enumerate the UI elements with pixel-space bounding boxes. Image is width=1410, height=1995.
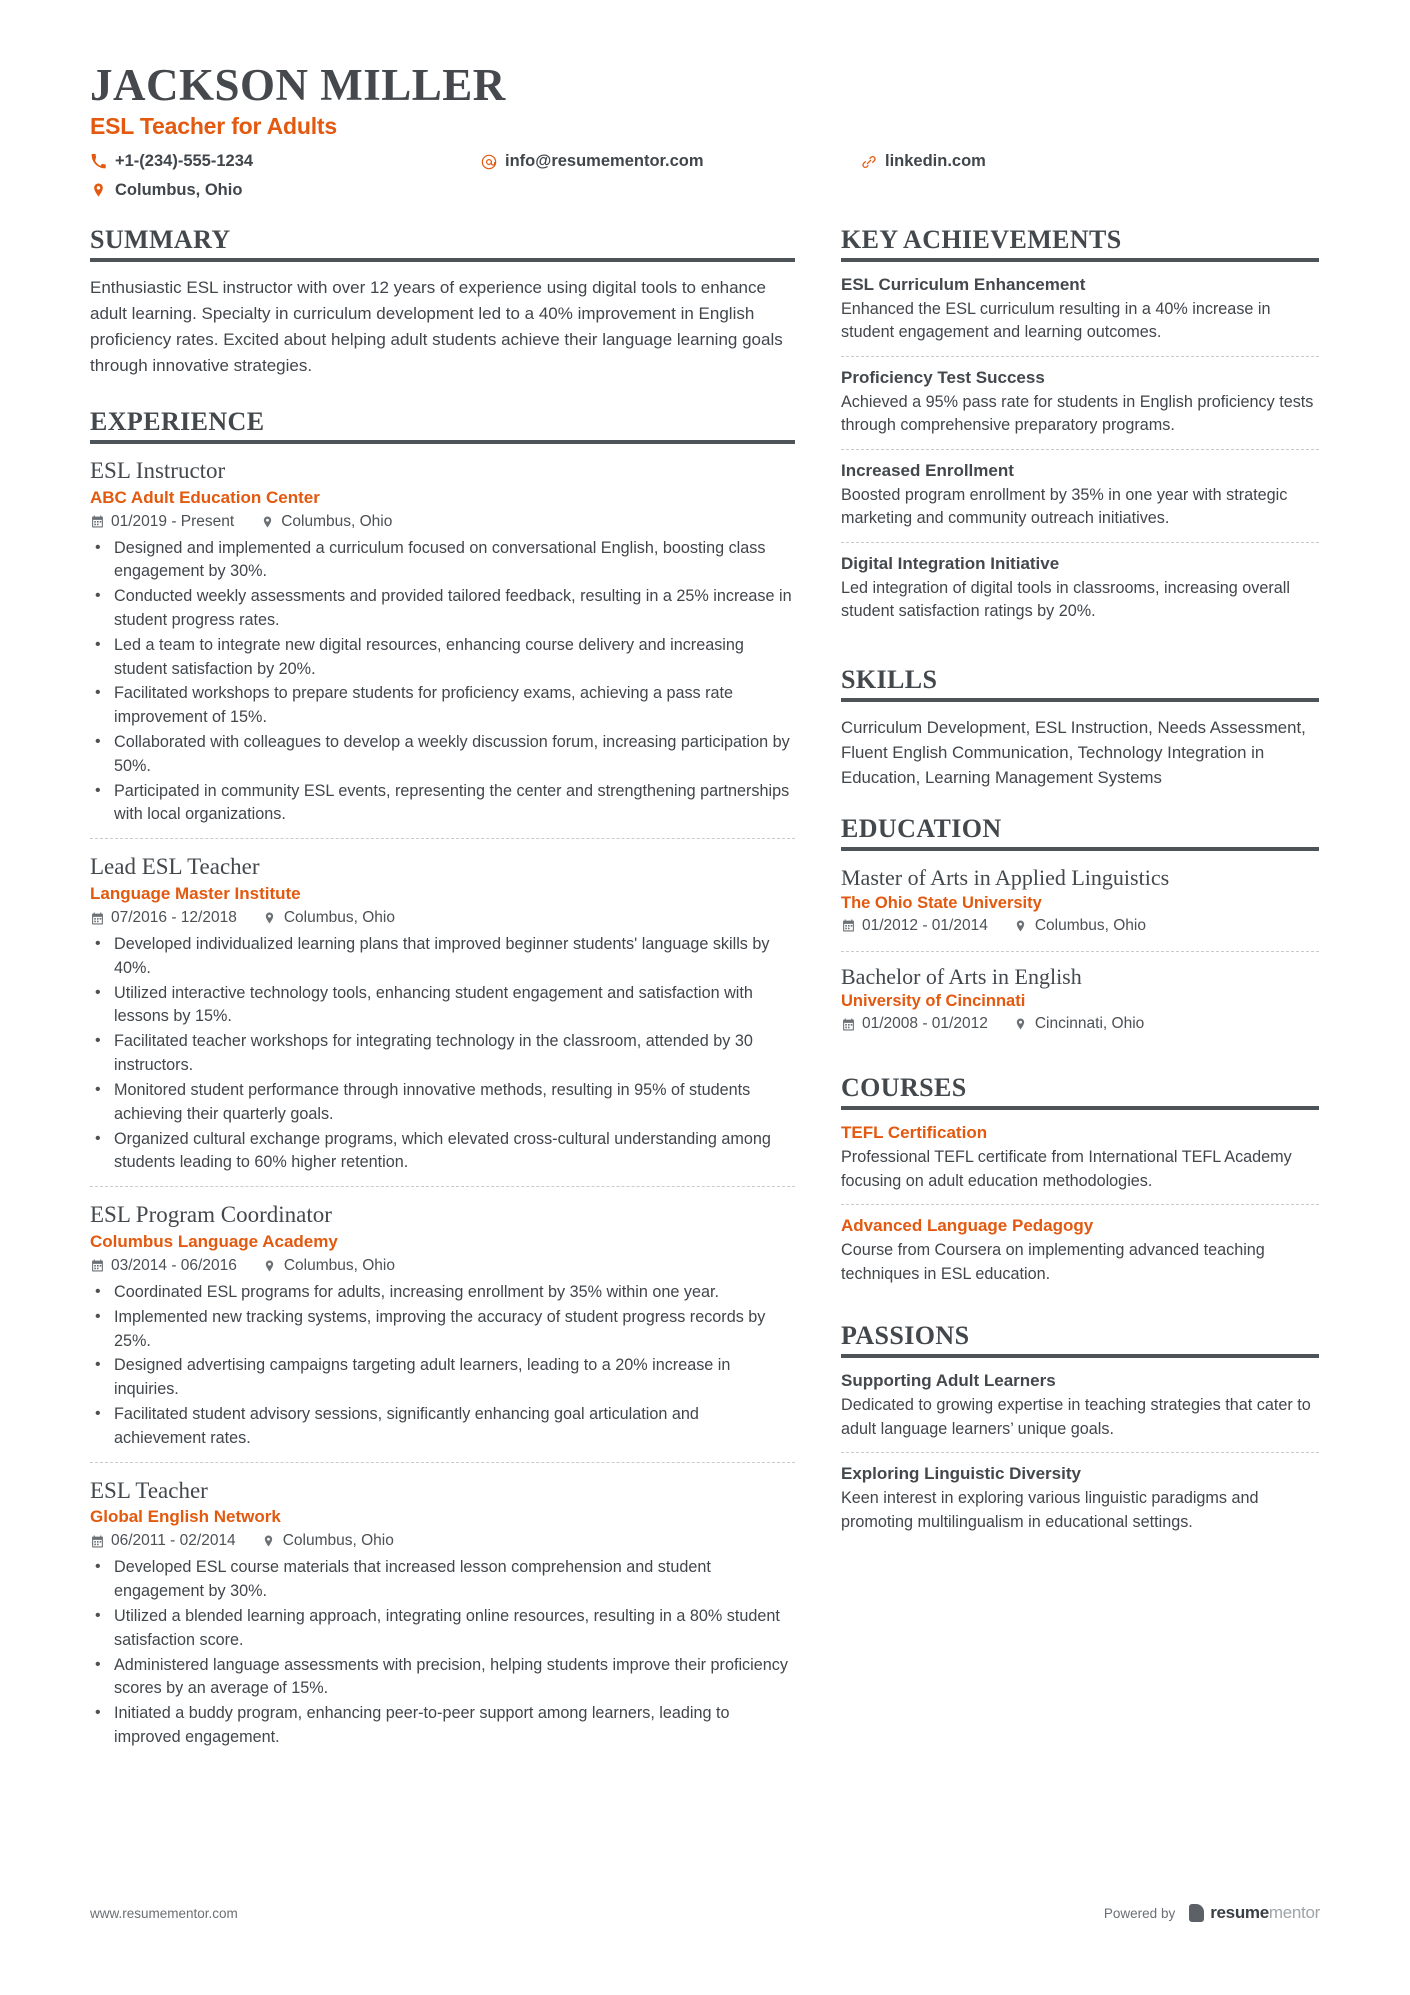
passions-section	[841, 1321, 1319, 1545]
education-school: University of Cincinnati	[841, 992, 1026, 1011]
contact-phone[interactable]	[90, 149, 480, 174]
page-footer	[90, 1903, 1320, 1923]
bullet-item: • Participated in community ESL events, representing the center and strengthening partnerships with local organizations.	[90, 780, 795, 828]
bullet-item: • Initiated a buddy program, enhancing peer-to-peer support among learners, leading to improved engagement.	[90, 1702, 795, 1750]
achievement-desc: Enhanced the ESL curriculum resulting in a 40% increase in student engagement and learning outcomes.	[841, 299, 1271, 342]
course-desc: Professional TEFL certificate from International TEFL Academy focusing on adult education methodologies.	[841, 1148, 1292, 1190]
bullet-item: • Facilitated student advisory sessions, significantly enhancing goal articulation and achievement rates.	[90, 1403, 795, 1451]
course-item	[841, 1204, 1319, 1297]
resume-header	[90, 62, 1320, 203]
brand-bold-text: resume	[1210, 1903, 1269, 1922]
summary-section	[90, 225, 795, 379]
experience-meta	[90, 1532, 795, 1550]
location-icon	[260, 515, 274, 529]
experience-dates	[90, 1257, 237, 1275]
experience-location	[263, 1257, 395, 1275]
achievement-title: ESL Curriculum Enhancement	[841, 274, 1086, 294]
passion-item	[841, 1452, 1319, 1545]
footer-website[interactable]: www.resumementor.com	[90, 1905, 238, 1921]
skills-text: Curriculum Development, ESL Instruction, Needs Assessment, Fluent English Communication, Technology Integration in Education, Learning Management Systems	[841, 717, 1306, 787]
experience-organization: ABC Adult Education Center	[90, 487, 320, 507]
contact-phone-value: +1-(234)-555-1234	[115, 152, 254, 171]
calendar-icon	[90, 515, 104, 528]
experience-organization: Global English Network	[90, 1507, 281, 1527]
contact-location	[90, 178, 480, 203]
education-degree: Master of Arts in Applied Linguistics	[841, 865, 1170, 891]
course-item	[841, 1123, 1319, 1204]
education-location-value: Columbus, Ohio	[1034, 916, 1146, 934]
contact-info	[90, 149, 1320, 203]
education-location-value: Cincinnati, Ohio	[1034, 1015, 1145, 1033]
link-icon	[860, 154, 877, 170]
experience-dates-value: 06/2011 - 02/2014	[111, 1532, 236, 1550]
contact-email-value: info@resumementor.com	[505, 152, 704, 171]
experience-dates-value: 07/2016 - 12/2018	[111, 909, 237, 926]
brand-mark-icon	[1189, 1904, 1204, 1922]
education-dates-value: 01/2008 - 01/2012	[862, 1015, 988, 1033]
education-school: The Ohio State University	[841, 893, 1042, 912]
education-dates	[841, 1015, 988, 1033]
bullet-item: • Facilitated workshops to prepare students for proficiency exams, achieving a pass rate improvement of 15%.	[90, 682, 795, 730]
passion-desc: Dedicated to growing expertise in teaching strategies that cater to adult language learners’ unique goals.	[841, 1396, 1311, 1438]
experience-entry	[90, 1186, 795, 1461]
education-dates	[841, 917, 988, 935]
passion-title: Supporting Adult Learners	[841, 1371, 1056, 1391]
bullet-item: • Coordinated ESL programs for adults, increasing enrollment by 35% within one year.	[90, 1281, 795, 1305]
achievement-title: Proficiency Test Success	[841, 367, 1045, 387]
experience-bullets	[90, 1281, 795, 1451]
bullet-item: • Conducted weekly assessments and provided tailored feedback, resulting in a 25% increase in student progress rates.	[90, 585, 795, 633]
achievement-item	[841, 275, 1319, 356]
achievement-desc: Boosted program enrollment by 35% in one year with strategic marketing and community outreach initiatives.	[841, 485, 1288, 528]
experience-bullets	[90, 537, 795, 828]
experience-dates	[90, 513, 234, 531]
achievement-item	[841, 356, 1319, 449]
achievement-desc: Achieved a 95% pass rate for students in English proficiency tests through comprehensive preparatory programs.	[841, 392, 1314, 435]
footer-branding	[1104, 1903, 1320, 1923]
education-section	[841, 814, 1319, 1049]
key-achievements-section-title: KEY ACHIEVEMENTS	[841, 225, 1319, 262]
resume-body	[90, 225, 1320, 1769]
education-item	[841, 951, 1319, 1050]
bullet-item: • Developed individualized learning plans that improved beginner students' language skills by 40%.	[90, 933, 795, 981]
experience-location-value: Columbus, Ohio	[283, 909, 395, 926]
powered-by-label: Powered by	[1103, 1905, 1176, 1921]
experience-bullets	[90, 933, 795, 1175]
experience-location	[262, 1532, 394, 1550]
calendar-icon	[90, 1535, 104, 1548]
courses-section-title: COURSES	[841, 1073, 1319, 1110]
experience-location	[260, 513, 392, 531]
spacer	[841, 1057, 1319, 1073]
experience-dates	[90, 1532, 236, 1550]
education-section-title: EDUCATION	[841, 814, 1319, 851]
contact-email[interactable]	[480, 149, 860, 174]
location-icon	[262, 1534, 276, 1548]
achievement-title: Increased Enrollment	[841, 460, 1014, 480]
experience-dates-value: 01/2019 - Present	[111, 512, 235, 530]
achievement-item	[841, 542, 1319, 635]
summary-text: Enthusiastic ESL instructor with over 12 years of experience using digital tools to enhance adult learning. Specialty in curriculum development led to a 40% improvement in English proficiency rates. Excited about helping adult students achieve their language learning goals through innovative strategies.	[90, 277, 783, 375]
bullet-item: • Implemented new tracking systems, improving the accuracy of student progress records by 25%.	[90, 1306, 795, 1354]
key-achievements-section	[841, 225, 1319, 635]
education-location	[1014, 1015, 1144, 1033]
location-icon	[1014, 1017, 1028, 1031]
experience-entry	[90, 1462, 795, 1761]
experience-location-value: Columbus, Ohio	[281, 512, 393, 530]
contact-location-value: Columbus, Ohio	[115, 181, 243, 199]
experience-role: ESL Instructor	[90, 457, 226, 483]
bullet-item: • Utilized interactive technology tools, enhancing student engagement and satisfaction with lessons by 15%.	[90, 982, 795, 1030]
candidate-name: JACKSON MILLER	[90, 60, 506, 110]
skills-section-title: SKILLS	[841, 665, 1319, 702]
experience-location	[263, 909, 395, 927]
experience-meta	[90, 909, 795, 927]
contact-linkedin[interactable]	[860, 149, 1320, 174]
skills-section	[841, 665, 1319, 791]
experience-organization: Columbus Language Academy	[90, 1231, 338, 1251]
calendar-icon	[841, 919, 855, 932]
location-icon	[263, 911, 277, 925]
experience-organization: Language Master Institute	[90, 884, 301, 903]
location-icon	[263, 1259, 277, 1273]
passion-desc: Keen interest in exploring various linguistic paradigms and promoting multilingualism in educational settings.	[841, 1489, 1259, 1531]
experience-section	[90, 407, 795, 1761]
experience-bullets	[90, 1556, 795, 1750]
bullet-item: • Facilitated teacher workshops for integrating technology in the classroom, attended by 30 instructors.	[90, 1030, 795, 1078]
experience-dates	[90, 909, 237, 927]
location-icon	[90, 182, 107, 198]
candidate-job-title: ESL Teacher for Adults	[90, 113, 337, 140]
summary-section-title: SUMMARY	[90, 225, 795, 262]
bullet-item: • Designed and implemented a curriculum focused on conversational English, boosting class engagement by 30%.	[90, 537, 795, 585]
education-meta	[841, 1015, 1319, 1033]
bullet-item: • Utilized a blended learning approach, integrating online resources, resulting in a 80% student satisfaction score.	[90, 1605, 795, 1653]
education-meta	[841, 917, 1319, 935]
bullet-item: • Collaborated with colleagues to develop a weekly discussion forum, increasing participation by 50%.	[90, 731, 795, 779]
passions-section-title: PASSIONS	[841, 1321, 1319, 1358]
achievement-title: Digital Integration Initiative	[841, 553, 1060, 573]
experience-entry	[90, 838, 795, 1186]
experience-entry	[90, 457, 795, 839]
achievement-item	[841, 449, 1319, 542]
experience-dates-value: 03/2014 - 06/2016	[111, 1256, 237, 1274]
phone-icon	[90, 154, 107, 169]
education-dates-value: 01/2012 - 01/2014	[862, 916, 988, 934]
experience-role: ESL Teacher	[90, 1477, 208, 1503]
calendar-icon	[90, 912, 104, 925]
experience-section-title: EXPERIENCE	[90, 407, 795, 444]
experience-meta	[90, 1257, 795, 1275]
resumementor-logo	[1189, 1903, 1320, 1923]
contact-linkedin-value: linkedin.com	[885, 152, 986, 171]
brand-light-text: mentor	[1268, 1903, 1320, 1922]
experience-meta	[90, 513, 795, 531]
spacer	[841, 1305, 1319, 1321]
passion-title: Exploring Linguistic Diversity	[841, 1464, 1081, 1484]
education-degree: Bachelor of Arts in English	[841, 963, 1082, 989]
experience-location-value: Columbus, Ohio	[282, 1532, 394, 1550]
location-icon	[1014, 919, 1028, 933]
experience-role: Lead ESL Teacher	[90, 854, 260, 880]
achievement-desc: Led integration of digital tools in classrooms, increasing overall student satisfaction ratings by 20%.	[841, 578, 1290, 621]
experience-location-value: Columbus, Ohio	[283, 1256, 395, 1274]
course-title: TEFL Certification	[841, 1123, 988, 1143]
left-column	[90, 225, 795, 1769]
bullet-item: • Organized cultural exchange programs, which elevated cross-cultural understanding among students leading to 60% higher retention.	[90, 1128, 795, 1176]
bullet-item: • Administered language assessments with precision, helping students improve their proficiency scores by an average of 15%.	[90, 1654, 795, 1702]
email-icon	[480, 154, 497, 170]
calendar-icon	[841, 1018, 855, 1031]
education-item	[841, 864, 1319, 951]
course-desc: Course from Coursera on implementing advanced teaching techniques in ESL education.	[841, 1241, 1265, 1283]
experience-role: ESL Program Coordinator	[90, 1202, 332, 1228]
course-title: Advanced Language Pedagogy	[841, 1216, 1094, 1236]
passion-item	[841, 1371, 1319, 1452]
right-column	[841, 225, 1319, 1553]
courses-section	[841, 1073, 1319, 1297]
bullet-item: • Monitored student performance through innovative methods, resulting in 95% of students achieving their quarterly goals.	[90, 1079, 795, 1127]
bullet-item: • Developed ESL course materials that increased lesson comprehension and student engagement by 30%.	[90, 1556, 795, 1604]
bullet-item: • Led a team to integrate new digital resources, enhancing course delivery and increasing student satisfaction by 20%.	[90, 634, 795, 682]
education-location	[1014, 917, 1146, 935]
calendar-icon	[90, 1259, 104, 1272]
brand-wordmark	[1210, 1903, 1320, 1923]
bullet-item: • Designed advertising campaigns targeting adult learners, leading to a 20% increase in inquiries.	[90, 1354, 795, 1402]
